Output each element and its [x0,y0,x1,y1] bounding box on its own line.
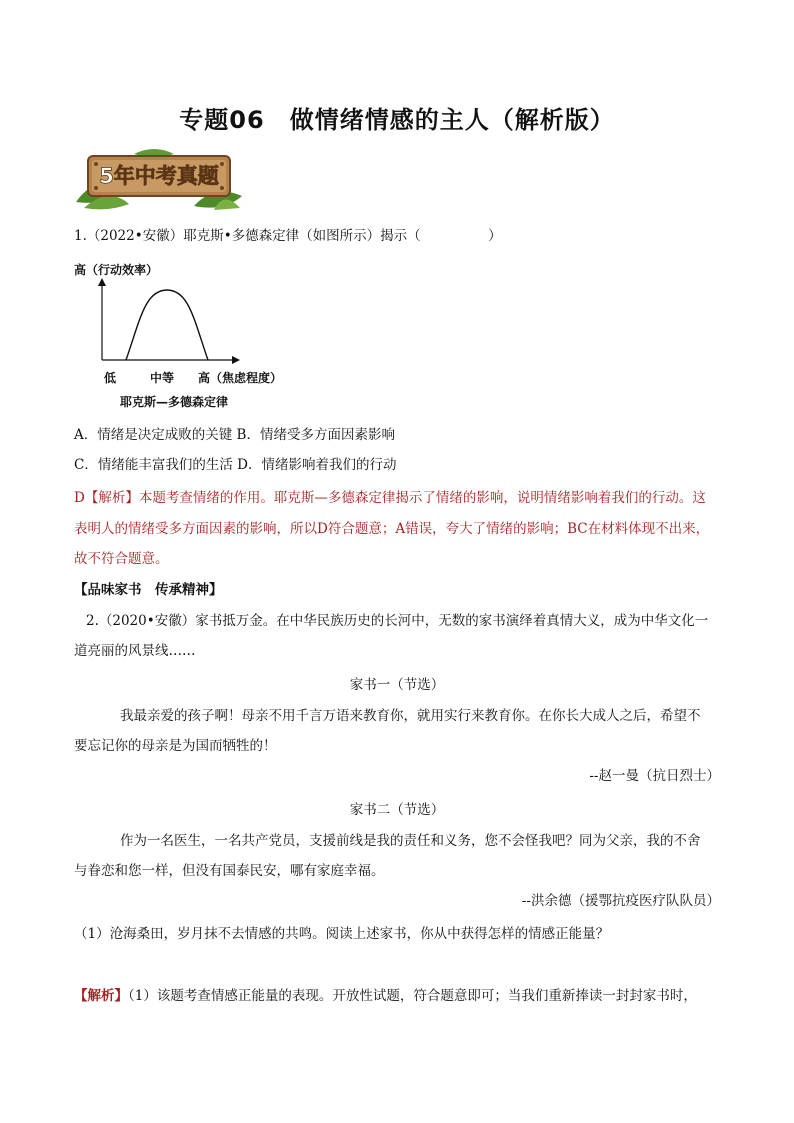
analysis-tag: 【解析】 [74,988,128,1004]
question-2-stem-line-1: 2.（2020•安徽）家书抵万金。在中华民族历史的长河中，无数的家书演绎着真情大义，成为中华文化一 [86,613,709,629]
question-1-analysis-line-1: D【解析】本题考查情绪的作用。耶克斯—多德森定律揭示了情绪的影响，说明情绪影响着我们的行动。这 [74,490,706,506]
letter-2-title: 家书二（节选） [349,802,445,818]
chart-x-tick-high: 高（焦虑程度） [198,371,283,385]
letter-2-signature: --洪余德（援鄂抗疫医疗队队员） [521,893,720,909]
chart-caption: 耶克斯—多德森定律 [120,395,229,409]
chart-x-tick-mid: 中等 [150,371,175,385]
letter-2-line-2: 与眷恋和您一样，但没有国泰民安，哪有家庭幸福。 [74,863,385,879]
question-2-stem-line-2: 道亮丽的风景线…… [74,643,196,659]
question-2-subquestion-1: （1）沧海桑田，岁月抹不去情感的共鸣。阅读上述家书，你从中获得怎样的情感正能量？ [74,926,610,942]
section-heading: 【品味家书 传承精神】 [74,582,223,598]
badge-text: 5年中考真题 [99,164,219,188]
page-title: 专题06 做情绪情感的主人（解析版） [179,106,615,134]
chart-x-tick-low: 低 [104,371,117,385]
letter-1-signature: --赵一曼（抗日烈士） [589,768,720,784]
question-1-options-cd: C．情绪能丰富我们的生活 D．情绪影响着我们的行动 [74,457,397,473]
letter-1-line-1: 我最亲爱的孩子啊！母亲不用千言万语来教育你，就用实行来教育你。在你长大成人之后，希望不 [120,708,701,724]
question-1-stem: 1.（2022•安徽）耶克斯•多德森定律（如图所示）揭示（ ） [74,228,502,244]
exam-badge [74,146,244,212]
question-2-analysis [74,986,697,1006]
chart-x-arrow [232,356,240,364]
yerkes-dodson-chart [74,262,314,422]
chart-curve [126,290,208,360]
chart-y-label: 高（行动效率） [74,263,159,277]
analysis-text: （1）该题考查情感正能量的表现。开放性试题，符合题意即可；当我们重新捧读一封封家书时， [128,988,697,1004]
question-1-analysis-line-3: 故不符合题意。 [74,551,169,567]
letter-2-line-1: 作为一名医生，一名共产党员，支援前线是我的责任和义务，您不会怪我吧？同为父亲，我的不舍 [120,833,701,849]
letter-1-title: 家书一（节选） [349,677,445,693]
chart-y-arrow [98,278,106,286]
letter-1-line-2: 要忘记你的母亲是为国而牺牲的！ [74,738,277,754]
question-1-options-ab: A．情绪是决定成败的关键 B．情绪受多方面因素影响 [74,427,395,443]
question-1-analysis-line-2: 表明人的情绪受多方面因素的影响，所以D符合题意；A错误，夸大了情绪的影响；BC在材料体现不出来， [74,521,710,537]
